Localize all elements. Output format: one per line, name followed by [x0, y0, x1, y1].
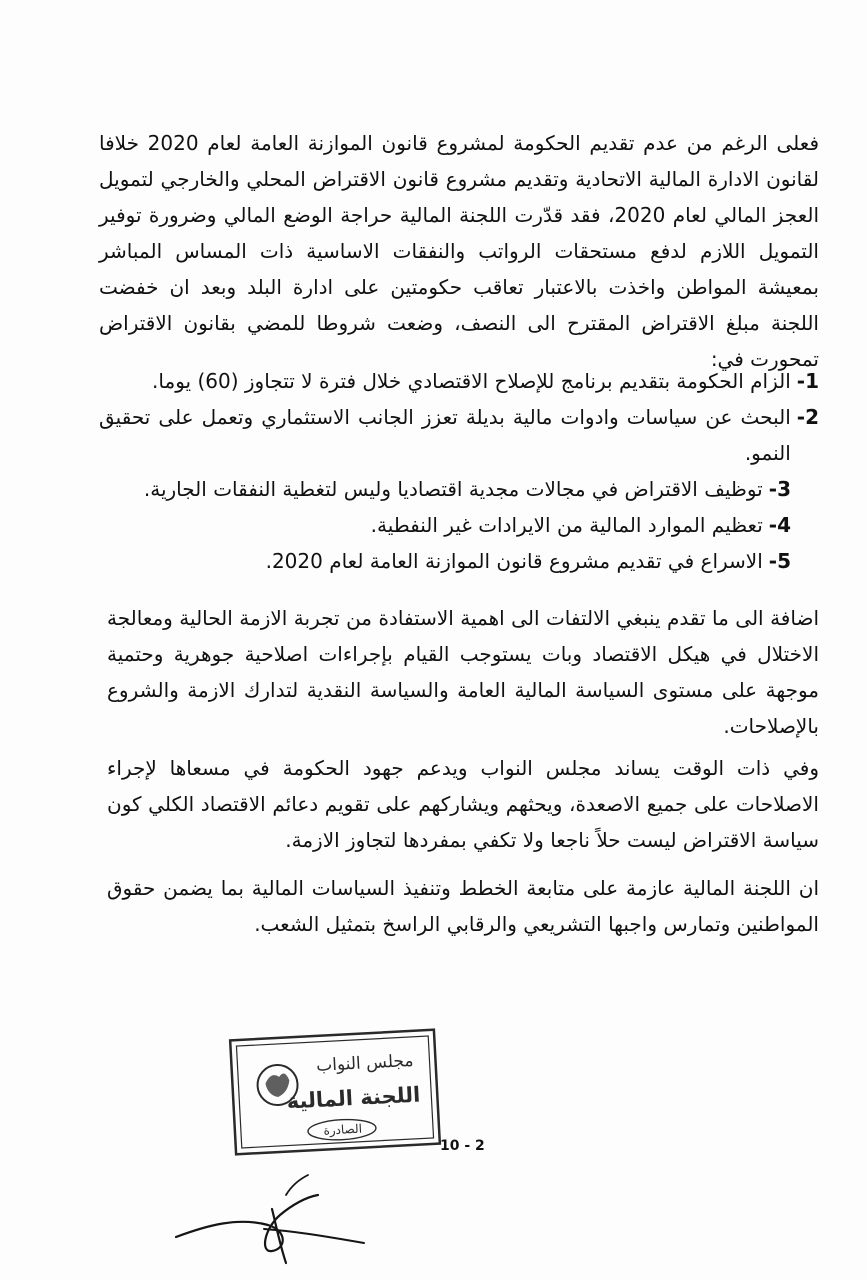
condition-text: الاسراع في تقديم مشروع قانون الموازنة العامة لعام 2020. [265, 549, 763, 573]
condition-text: توظيف الاقتراض في مجالات مجدية اقتصاديا وليس لتغطية النفقات الجارية. [143, 477, 763, 501]
conditions-list [99, 363, 819, 579]
handwritten-signature [168, 1165, 368, 1265]
intro-paragraph: فعلى الرغم من عدم تقديم الحكومة لمشروع قانون الموازنة العامة لعام 2020 خلافا لقانون الادارة المالية الاتحادية وتقديم مشروع قانون الاقتراض المحلي والخارجي لتمويل العجز المالي لعام 2020، فقد قدّرت اللجنة المالية حراجة الوضع المالي وضرورة توفير التمويل اللازم لدفع مستحقات الرواتب والنفقات الاساسية ذات المساس المباشر بمعيشة المواطن واخذت بالاعتبار تعاقب حكومتين على ادارة البلد وبعد ان خفضت اللجنة مبلغ الاقتراض المقترح الى النصف، وضعت شروطا للمضي بقانون الاقتراض تمحورت في: [99, 131, 820, 371]
condition-number: 1- [796, 369, 819, 393]
official-stamp [227, 1027, 443, 1158]
condition-item-5 [99, 543, 819, 579]
condition-item-1 [99, 363, 819, 399]
reform-paragraph: اضافة الى ما تقدم ينبغي الالتفات الى اهمية الاستفادة من تجربة الازمة الحالية ومعالجة الاختلال في هيكل الاقتصاد وبات يستوجب القيام بإجراءات اصلاحية جوهرية وحتمية موجهة على مستوى السياسة المالية العامة والسياسة النقدية لتدارك الازمة والشروع بالإصلاحات. [107, 606, 819, 738]
condition-item-4 [99, 507, 819, 543]
stamp-line-outgoing: الصادرة [323, 1121, 363, 1138]
page-number: 10 - 2 [440, 1138, 485, 1154]
closing-paragraph: ان اللجنة المالية عازمة على متابعة الخطط وتنفيذ السياسات المالية بما يضمن حقوق المواطنين وتمارس واجبها التشريعي والرقابي الراسخ بتمثيل الشعب. [107, 876, 819, 936]
stamp-line-committee: اللجنة المالية [286, 1082, 421, 1114]
condition-item-3 [99, 471, 819, 507]
condition-number: 4- [768, 513, 791, 537]
condition-number: 3- [768, 477, 791, 501]
condition-text: تعظيم الموارد المالية من الايرادات غير النفطية. [370, 513, 763, 537]
condition-text: الزام الحكومة بتقديم برنامج للإصلاح الاقتصادي خلال فترة لا تتجاوز (60) يوما. [152, 369, 791, 393]
condition-item-2 [99, 399, 819, 471]
support-paragraph: وفي ذات الوقت يساند مجلس النواب ويدعم جهود الحكومة في مسعاها لإجراء الاصلاحات على جميع الاصعدة، ويحثهم ويشاركهم على تقويم دعائم الاقتصاد الكلي كون سياسة الاقتراض ليست حلاً ناجعا ولا تكفي بمفردها لتجاوز الازمة. [107, 756, 819, 852]
condition-number: 5- [768, 549, 791, 573]
condition-text: البحث عن سياسات وادوات مالية بديلة تعزز الجانب الاستثماري وتعمل على تحقيق النمو. [99, 405, 791, 465]
condition-number: 2- [796, 405, 819, 429]
stamp-line-parliament: مجلس النواب [315, 1050, 415, 1076]
